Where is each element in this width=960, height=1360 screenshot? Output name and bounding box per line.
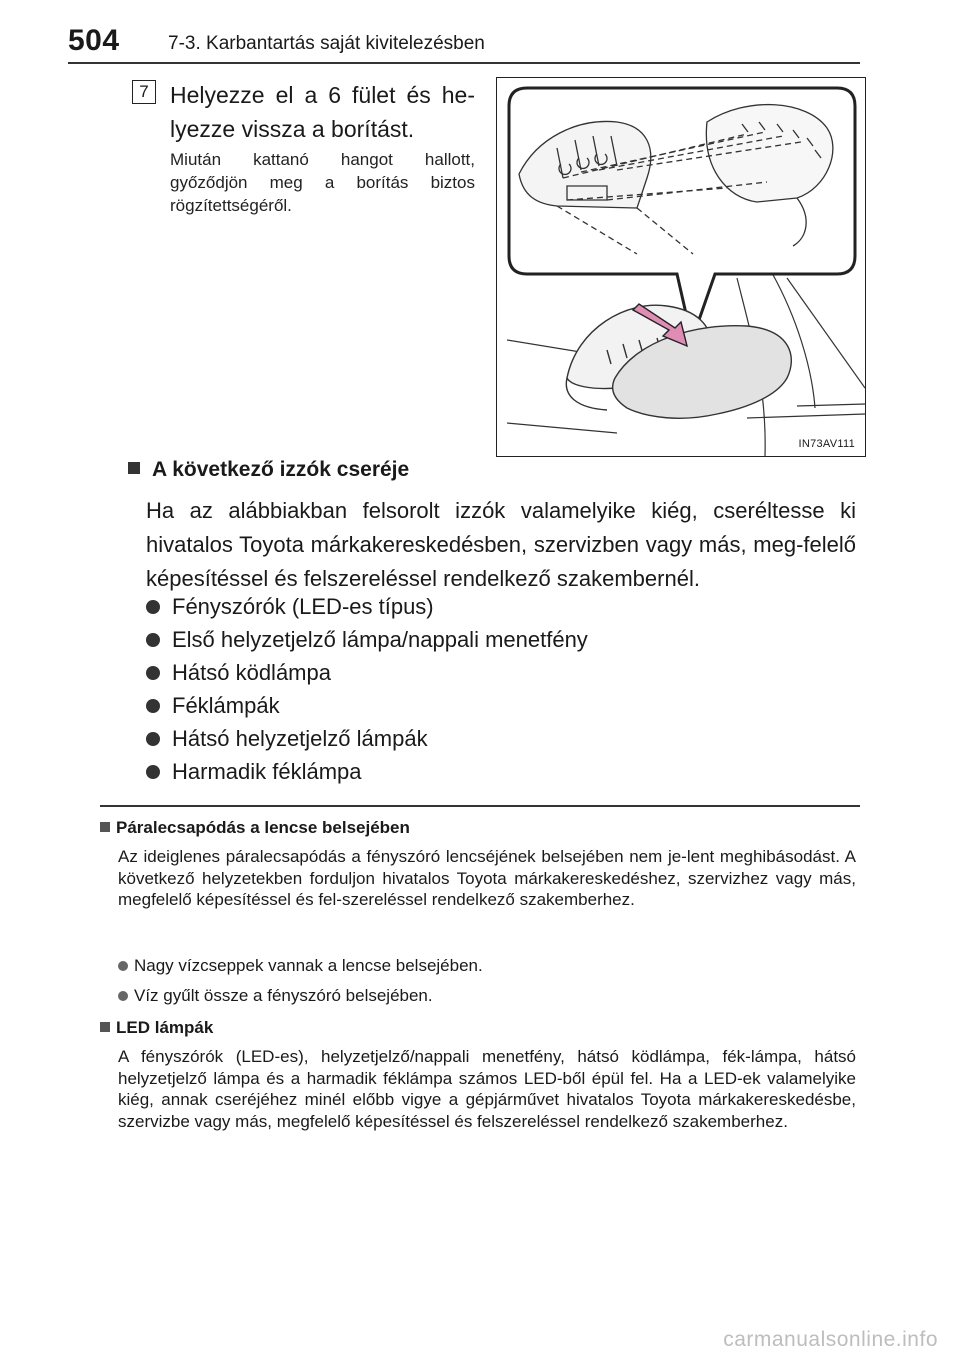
list-item-text: Harmadik féklámpa xyxy=(172,759,362,784)
bullet-dot-icon xyxy=(146,732,160,746)
page-number: 504 xyxy=(68,24,120,57)
led-heading xyxy=(100,1018,213,1038)
list-item-text: Hátsó ködlámpa xyxy=(172,660,331,685)
bullet-dot-icon xyxy=(146,699,160,713)
list-item xyxy=(146,656,856,689)
step-instruction: Helyezze el a 6 fület és he-lyezze vissza a borítást. xyxy=(170,82,475,142)
bullet-dot-icon xyxy=(118,991,128,1001)
list-item xyxy=(118,956,483,976)
square-bullet-icon xyxy=(128,462,140,474)
list-item-text: Fényszórók (LED-es típus) xyxy=(172,594,434,619)
bulb-heading-text: A következő izzók cseréje xyxy=(152,458,410,481)
bulb-replacement-text: Ha az alábbiakban felsorolt izzók valamelyike kiég, cseréltesse ki hivatalos Toyota márkakereskedésben, szervizben vagy más, meg-felelő képesítéssel és felszereléssel rendelkező szakembernél. xyxy=(146,498,856,591)
page-header xyxy=(68,24,868,64)
list-item xyxy=(146,623,856,656)
list-item-text: Hátsó helyzetjelző lámpák xyxy=(172,726,428,751)
led-text: A fényszórók (LED-es), helyzetjelző/nappali menetfény, hátsó ködlámpa, fék-lámpa, hátsó helyzetjelző lámpa és a harmadik féklámpa számos LED-ből épül fel. Ha a LED-ek valamelyike kiég, annak cseréjéhez minél előbb vigye a gépjárművet hivatalos Toyota márkakereskedésbe, szervizbe vagy más, megfelelő képesítéssel és felszereléssel rendelkező szakemberhez. xyxy=(118,1047,856,1131)
watermark: carmanualsonline.info xyxy=(723,1328,938,1351)
mirror-cover-illustration xyxy=(496,77,866,457)
list-item-text: Nagy vízcseppek vannak a lencse belsejében. xyxy=(134,956,483,975)
list-item-text: Első helyzetjelző lámpa/nappali menetfény xyxy=(172,627,588,652)
notes-divider xyxy=(100,805,860,807)
condensation-heading xyxy=(100,818,410,838)
header-divider xyxy=(68,62,860,64)
figure-code: IN73AV111 xyxy=(798,438,855,450)
step-note: Miután kattanó hangot hallott, győződjön meg a borítás biztos rögzítettségéről. xyxy=(170,150,475,215)
led-heading-text: LED lámpák xyxy=(116,1018,214,1037)
list-item-text: Féklámpák xyxy=(172,693,280,718)
condensation-heading-text: Páralecsapódás a lencse belsejében xyxy=(116,818,410,837)
bullet-dot-icon xyxy=(146,765,160,779)
list-item xyxy=(118,986,433,1006)
list-item xyxy=(146,689,856,722)
bullet-dot-icon xyxy=(118,961,128,971)
list-item-text: Víz gyűlt össze a fényszóró belsejében. xyxy=(134,986,433,1005)
bulb-replacement-heading xyxy=(128,458,409,482)
square-bullet-icon xyxy=(100,822,110,832)
list-item xyxy=(146,590,856,623)
bullet-dot-icon xyxy=(146,666,160,680)
bullet-dot-icon xyxy=(146,600,160,614)
step-number-box: 7 xyxy=(132,80,156,104)
bulb-list xyxy=(146,590,856,788)
bullet-dot-icon xyxy=(146,633,160,647)
list-item xyxy=(146,755,856,788)
condensation-text: Az ideiglenes páralecsapódás a fényszóró lencséjének belsejében nem je-lent meghibásodást. A következő helyzetekben forduljon hivatalos Toyota márkakereskedéshez, szervizhez vagy más, megfelelő képesítéssel és fel-szereléssel rendelkező szakemberhez. xyxy=(118,847,856,909)
mirror-cover-drawing xyxy=(497,78,865,456)
list-item xyxy=(146,722,856,755)
section-title: 7-3. Karbantartás saját kivitelezésben xyxy=(168,33,485,54)
square-bullet-icon xyxy=(100,1022,110,1032)
